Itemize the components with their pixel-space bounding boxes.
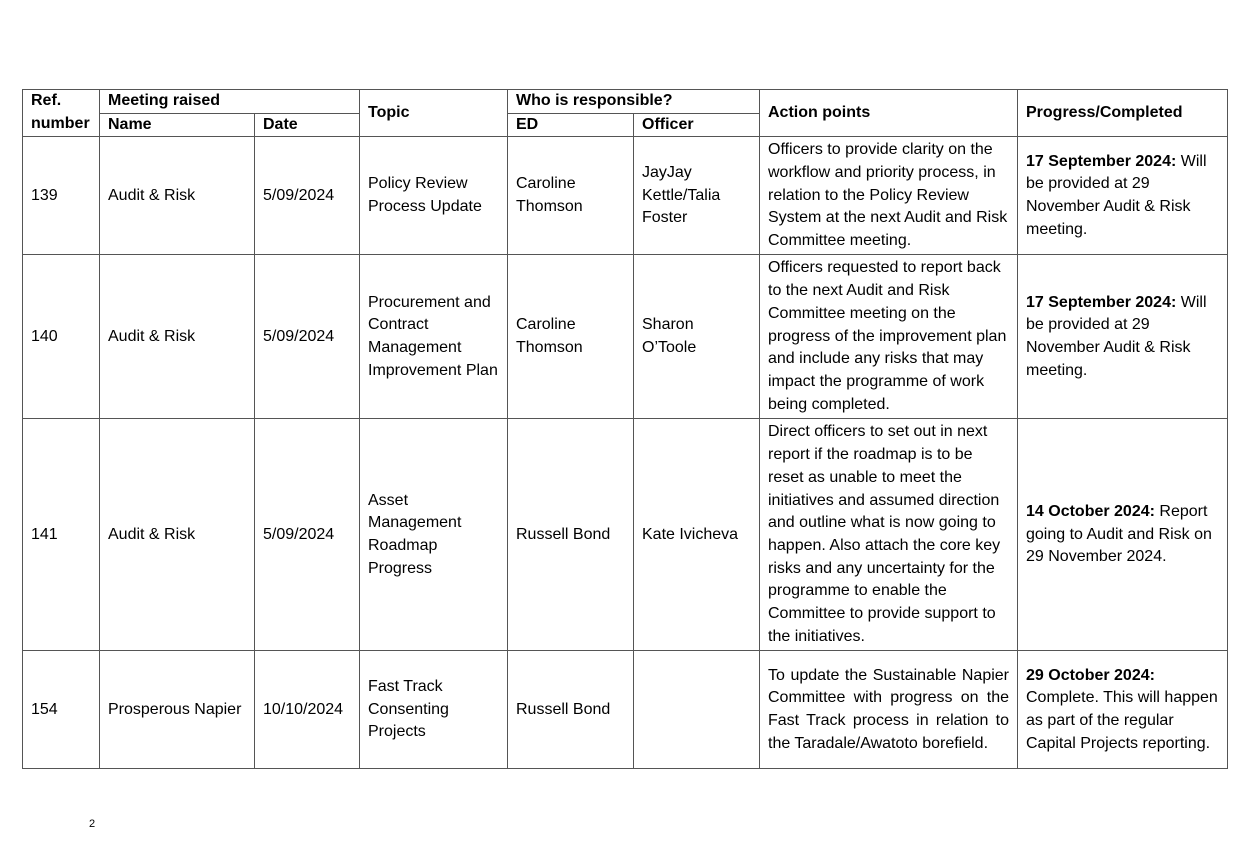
name-cell: Audit & Risk (100, 255, 255, 419)
table-row (23, 651, 1228, 769)
officer-cell: Kate Ivicheva (634, 419, 760, 651)
table-row (23, 137, 1228, 255)
progress-text: Will be provided at 29 November Audit & Risk meeting. (1026, 152, 1207, 238)
page-number: 2 (89, 818, 96, 830)
officer-cell: JayJay Kettle/Talia Foster (634, 137, 760, 255)
action-cell: Direct officers to set out in next report if the roadmap is to be reset as unable to meet the initiatives and assumed direction and outline what is now going to happen. Also attach the core key risks and any uncertainty for the programme to enable the Committee to provide support to the initiatives. (760, 419, 1018, 651)
header-row-1 (23, 90, 1228, 114)
header-meeting-raised: Meeting raised (100, 90, 360, 114)
progress-date: 29 October 2024: (1026, 666, 1155, 684)
action-cell: Officers requested to report back to the next Audit and Risk Committee meeting on the progress of the improvement plan and include any risks that may impact the programme of work being completed. (760, 255, 1018, 419)
progress-text: Report going to Audit and Risk on 29 November 2024. (1026, 502, 1212, 566)
topic-cell: Asset Management Roadmap Progress (360, 419, 508, 651)
officer-cell: Sharon O’Toole (634, 255, 760, 419)
progress-text: Complete. This will happen as part of the regular Capital Projects reporting. (1026, 689, 1218, 752)
ref-cell: 139 (23, 137, 100, 255)
topic-cell: Procurement and Contract Management Improvement Plan (360, 255, 508, 419)
ed-cell: Caroline Thomson (508, 137, 634, 255)
header-ed: ED (508, 113, 634, 137)
action-cell: Officers to provide clarity on the workflow and priority process, in relation to the Policy Review System at the next Audit and Risk Committee meeting. (760, 137, 1018, 255)
ref-cell: 141 (23, 419, 100, 651)
ed-cell: Caroline Thomson (508, 255, 634, 419)
progress-date: 14 October 2024: (1026, 502, 1155, 520)
date-cell: 5/09/2024 (255, 419, 360, 651)
header-progress: Progress/Completed (1018, 90, 1228, 137)
progress-text: Will be provided at 29 November Audit & Risk meeting. (1026, 293, 1207, 379)
ed-cell: Russell Bond (508, 651, 634, 769)
progress-cell (1018, 419, 1228, 651)
name-cell: Audit & Risk (100, 419, 255, 651)
date-cell: 5/09/2024 (255, 255, 360, 419)
topic-cell: Fast Track Consenting Projects (360, 651, 508, 769)
table-row (23, 419, 1228, 651)
header-name: Name (100, 113, 255, 137)
table-row (23, 255, 1228, 419)
officer-cell (634, 651, 760, 769)
header-date: Date (255, 113, 360, 137)
header-action-points: Action points (760, 90, 1018, 137)
date-cell: 5/09/2024 (255, 137, 360, 255)
name-cell: Audit & Risk (100, 137, 255, 255)
header-topic: Topic (360, 90, 508, 137)
progress-cell (1018, 255, 1228, 419)
ref-cell: 140 (23, 255, 100, 419)
progress-date: 17 September 2024: (1026, 293, 1177, 311)
ed-cell: Russell Bond (508, 419, 634, 651)
header-who-responsible: Who is responsible? (508, 90, 760, 114)
progress-date: 17 September 2024: (1026, 152, 1177, 170)
progress-cell (1018, 651, 1228, 769)
action-cell: To update the Sustainable Napier Committee with progress on the Fast Track process in relation to the Taradale/Awatoto borefield. (760, 651, 1018, 769)
action-tracker-table-wrapper (22, 89, 1227, 769)
header-ref-number: Ref. number (23, 90, 100, 137)
date-cell: 10/10/2024 (255, 651, 360, 769)
name-cell: Prosperous Napier (100, 651, 255, 769)
action-tracker-table (22, 89, 1228, 769)
ref-cell: 154 (23, 651, 100, 769)
topic-cell: Policy Review Process Update (360, 137, 508, 255)
header-officer: Officer (634, 113, 760, 137)
progress-cell (1018, 137, 1228, 255)
